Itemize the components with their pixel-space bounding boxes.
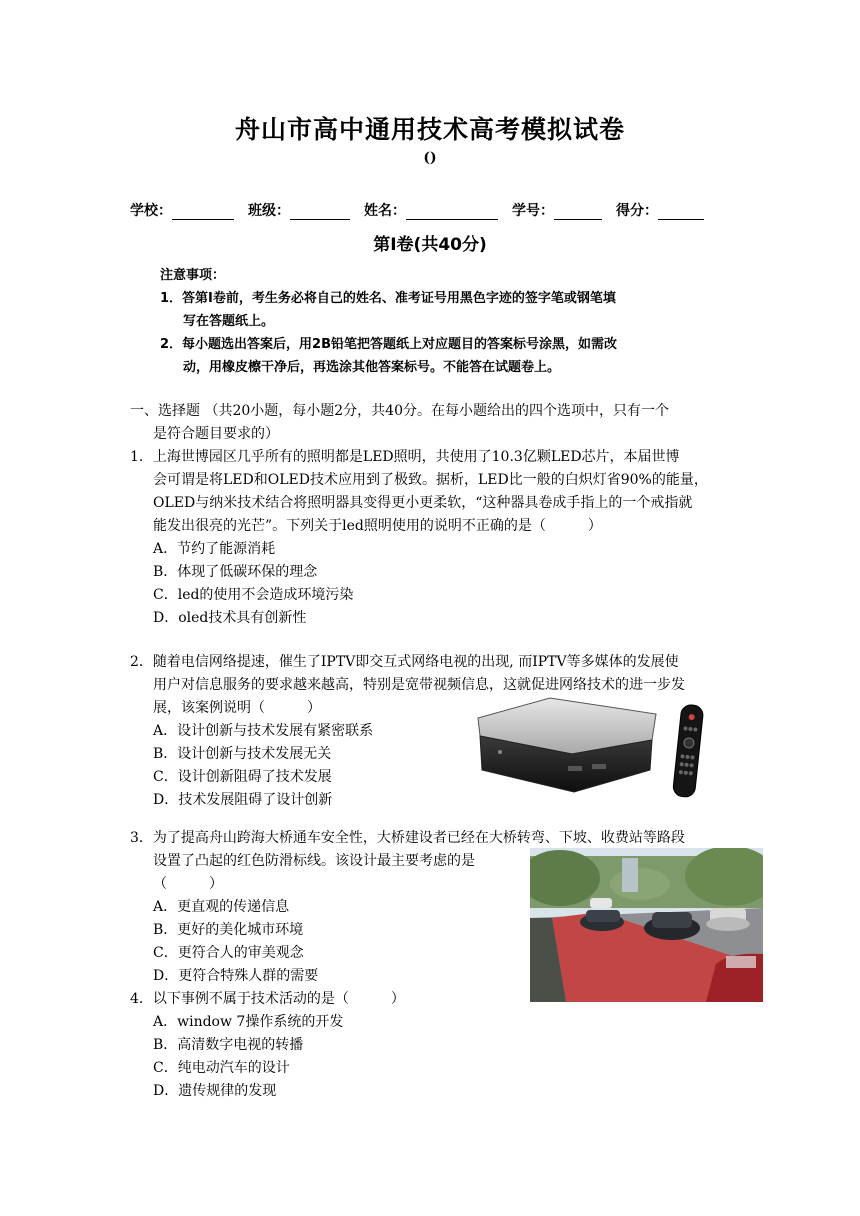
- student-id-label: 学号：: [512, 203, 554, 219]
- score-field: [616, 200, 704, 220]
- school-blank: [172, 205, 234, 220]
- q4-option-a: A．window 7操作系统的开发: [153, 1014, 344, 1030]
- q2-line1: 2．随着电信网络提速，催生了IPTV即交互式网络电视的出现, 而IPTV等多媒体的发展使: [130, 654, 679, 670]
- q2-line3: 展，该案例说明（ ）: [153, 700, 321, 716]
- notice-item1-line2: 写在答题纸上。: [183, 314, 275, 329]
- q1-option-a: A．节约了能源消耗: [153, 541, 276, 557]
- q1-option-d: D．oled技术具有创新性: [153, 610, 307, 626]
- school-label: 学校：: [130, 203, 172, 219]
- settop-box-image: [470, 692, 710, 800]
- notice-item2-line1: 2．每小题选出答案后，用2B铅笔把答题纸上对应题目的答案标号涂黑，如需改: [160, 337, 617, 352]
- q1-line3: OLED与纳米技术结合将照明器具变得更小更柔软，“这种器具卷成手指上的一个戒指就: [153, 495, 693, 511]
- q1-line2: 会可谓是将LED和OLED技术应用到了极致。据析，LED比一般的白炽灯省90%的能量，: [153, 472, 708, 488]
- student-info-row: [130, 200, 704, 220]
- part1-heading-line2: 是符合题目要求的）: [153, 426, 279, 442]
- student-id-field: [512, 200, 602, 220]
- q1-line1: 1．上海世博园区几乎所有的照明都是LED照明，共使用了10.3亿颗LED芯片，本届世博: [130, 449, 680, 465]
- q4-option-d: D．遗传规律的发现: [153, 1083, 277, 1099]
- q4-option-c: C．纯电动汽车的设计: [153, 1060, 290, 1076]
- name-label: 姓名：: [364, 203, 406, 219]
- section-title: 第Ⅰ卷(共40分): [373, 235, 487, 255]
- name-field: [364, 200, 498, 220]
- notice-item1-line1: 1．答第Ⅰ卷前，考生务必将自己的姓名、准考证号用黑色字迹的签字笔或钢笔填: [160, 291, 616, 306]
- notice-heading: 注意事项：: [160, 268, 226, 283]
- q1-option-c: C．led的使用不会造成环境污染: [153, 587, 354, 603]
- class-label: 班级：: [248, 203, 290, 219]
- score-blank: [658, 205, 704, 220]
- class-blank: [290, 205, 350, 220]
- q3-option-b: B．更好的美化城市环境: [153, 922, 304, 938]
- q1-line4: 能发出很亮的光芒”。下列关于led照明使用的说明不正确的是（ ）: [153, 518, 602, 534]
- q1-option-b: B．体现了低碳环保的理念: [153, 564, 318, 580]
- q2-line2: 用户对信息服务的要求越来越高，特别是宽带视频信息，这就促进网络技术的进一步发: [153, 677, 685, 693]
- name-blank: [406, 205, 498, 220]
- exam-subtitle: (): [423, 150, 437, 166]
- q2-option-d: D．技术发展阻碍了设计创新: [153, 792, 333, 808]
- q3-line3: （ ）: [153, 876, 223, 892]
- class-field: [248, 200, 350, 220]
- q4-option-b: B．高清数字电视的转播: [153, 1037, 304, 1053]
- q4-line1: 4．以下事例不属于技术活动的是（ ）: [130, 991, 405, 1007]
- q2-option-a: A．设计创新与技术发展有紧密联系: [153, 723, 374, 739]
- student-id-blank: [554, 205, 602, 220]
- q3-line2: 设置了凸起的红色防滑标线。该设计最主要考虑的是: [153, 853, 475, 869]
- score-label: 得分：: [616, 203, 658, 219]
- q3-option-c: C．更符合人的审美观念: [153, 945, 304, 961]
- school-field: [130, 200, 234, 220]
- exam-title: 舟山市高中通用技术高考模拟试卷: [234, 115, 625, 144]
- q3-option-d: D．更符合特殊人群的需要: [153, 968, 319, 984]
- q3-line1: 3．为了提高舟山跨海大桥通车安全性，大桥建设者已经在大桥转弯、下坡、收费站等路段: [130, 830, 685, 846]
- red-lane-road-image: [530, 848, 763, 1002]
- q3-option-a: A．更直观的传递信息: [153, 899, 290, 915]
- notice-item2-line2: 动，用橡皮檫干净后，再选涂其他答案标号。不能答在试题卷上。: [183, 360, 561, 375]
- q2-option-b: B．设计创新与技术发展无关: [153, 746, 332, 762]
- q2-option-c: C．设计创新阻碍了技术发展: [153, 769, 332, 785]
- part1-heading-line1: 一、选择题 （共20小题，每小题2分，共40分。在每小题给出的四个选项中，只有一个: [130, 403, 669, 419]
